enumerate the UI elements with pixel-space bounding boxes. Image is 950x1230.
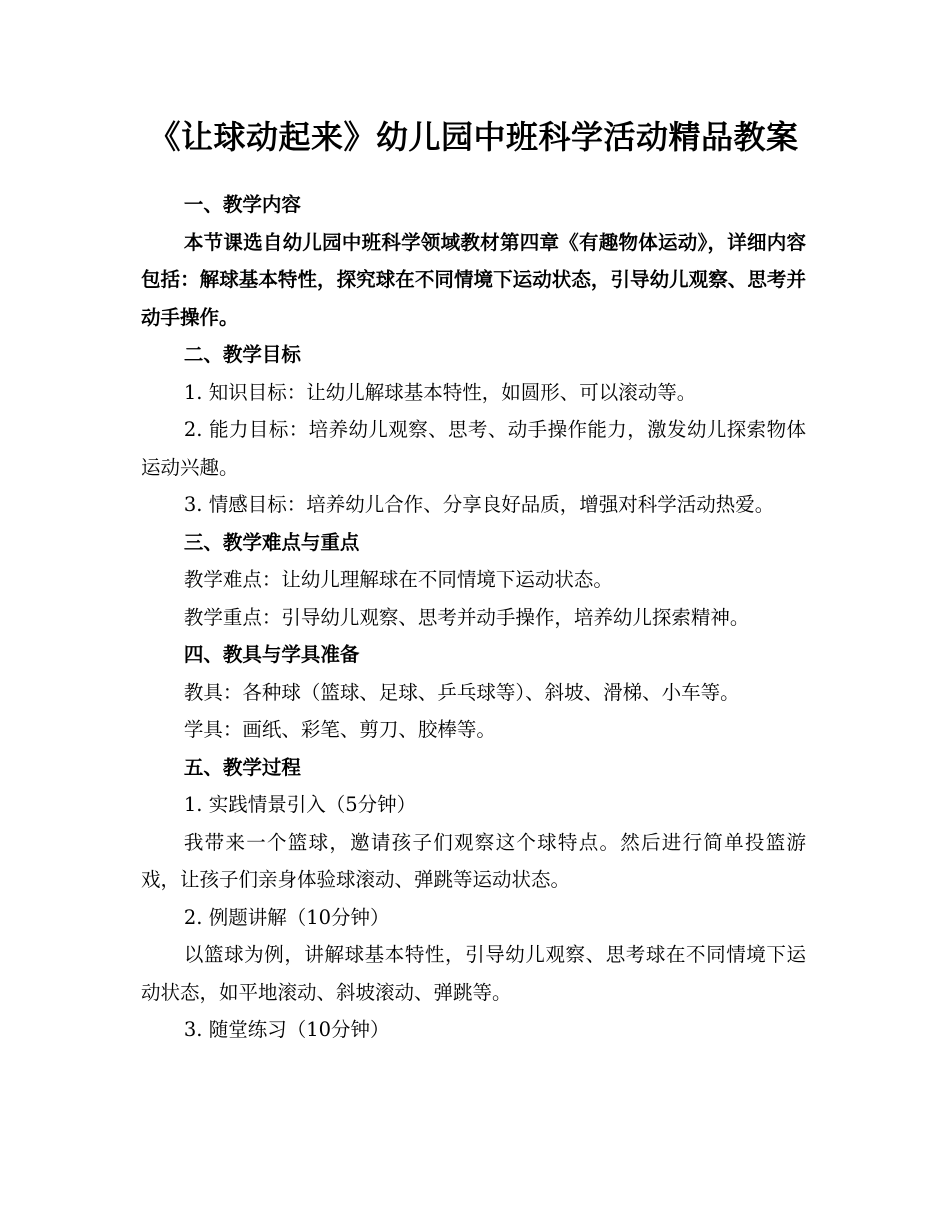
section-heading-materials: 四、教具与学具准备 — [183, 643, 360, 666]
objective-knowledge: 1. 知识目标：让幼儿解球基本特性，如圆形、可以滚动等。 — [183, 380, 697, 404]
learning-aids: 学具：画纸、彩笔、剪刀、胶棒等。 — [183, 718, 496, 741]
document-page — [141, 108, 806, 1049]
teaching-difficulty: 教学难点：让幼儿理解球在不同情境下运动状态。 — [183, 568, 613, 591]
process-step-intro-body: 我带来一个篮球，邀请孩子们观察这个球特点。然后进行简单投篮游戏，让孩子们亲身体验球滚动、弹跳等运动状态。 — [141, 830, 806, 891]
section-heading-content: 一、教学内容 — [183, 193, 301, 216]
objective-emotion: 3. 情感目标：培养幼儿合作、分享良好品质，增强对科学活动热爱。 — [183, 493, 775, 516]
process-step-example: 2. 例题讲解（10分钟） — [183, 905, 390, 929]
section-heading-process: 五、教学过程 — [183, 755, 301, 779]
section-heading-objectives: 二、教学目标 — [183, 343, 301, 366]
process-step-practice: 3. 随堂练习（10分钟） — [183, 1018, 390, 1041]
teaching-focus: 教学重点：引导幼儿观察、思考并动手操作，培养幼儿探索精神。 — [183, 605, 750, 629]
content-paragraph: 本节课选自幼儿园中班科学领域教材第四章《有趣物体运动》，详细内容包括：解球基本特性，探究球在不同情境下运动状态，引导幼儿观察、思考并动手操作。 — [141, 230, 806, 329]
document-title: 《让球动起来》幼儿园中班科学活动精品教案 — [148, 118, 799, 156]
process-step-example-body: 以篮球为例，讲解球基本特性，引导幼儿观察、思考球在不同情境下运动状态，如平地滚动、斜坡滚动、弹跳等。 — [141, 943, 806, 1004]
process-step-intro: 1. 实践情景引入（5分钟） — [183, 793, 417, 816]
teaching-aids: 教具：各种球（篮球、足球、乒乓球等）、斜坡、滑梯、小车等。 — [183, 680, 740, 704]
section-heading-difficulties: 三、教学难点与重点 — [183, 530, 360, 554]
objective-ability: 2. 能力目标：培养幼儿观察、思考、动手操作能力，激发幼儿探索物体运动兴趣。 — [141, 418, 806, 479]
